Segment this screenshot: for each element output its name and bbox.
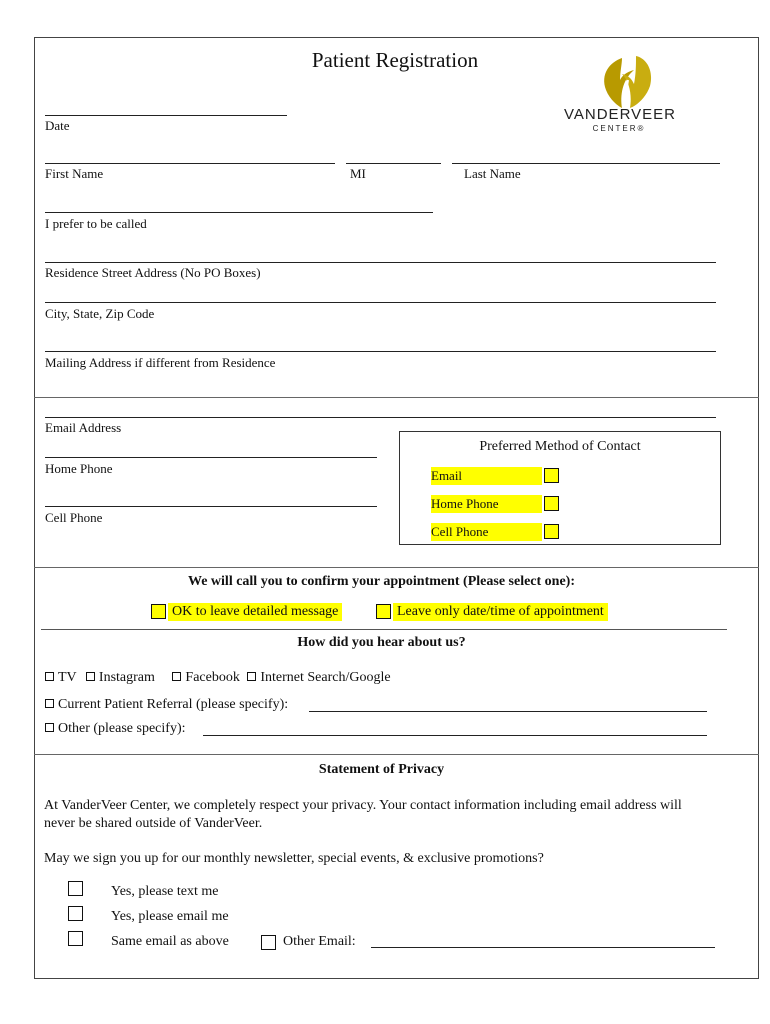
- tv-checkbox[interactable]: [45, 672, 54, 681]
- detailed-message-checkbox[interactable]: [151, 604, 166, 619]
- instagram-checkbox[interactable]: [86, 672, 95, 681]
- tv-label: TV: [58, 670, 77, 685]
- email-label: Email Address: [45, 420, 122, 435]
- vanderveer-leaf-icon: [592, 50, 682, 110]
- source-tv[interactable]: [45, 670, 76, 685]
- mi-label: MI: [350, 166, 366, 181]
- form-title: Patient Registration: [311, 48, 479, 72]
- date-label: Date: [45, 118, 70, 133]
- cell-phone-field[interactable]: [45, 506, 377, 507]
- contact-option-cell-phone: Cell Phone: [431, 523, 542, 541]
- contact-option-home-phone: Home Phone: [431, 495, 542, 513]
- source-facebook[interactable]: [172, 670, 239, 685]
- same-email-label: Same email as above: [111, 934, 229, 949]
- detailed-message-option: OK to leave detailed message: [168, 603, 342, 621]
- contact-cell-phone-checkbox[interactable]: [544, 524, 559, 539]
- section-divider: [34, 754, 759, 755]
- privacy-statement: At VanderVeer Center, we completely respect your privacy. Your contact information including email address will never be shared outside of VanderVeer.: [44, 798, 682, 831]
- other-source-row: [45, 721, 186, 737]
- referral-row: [45, 697, 288, 713]
- date-field[interactable]: [45, 115, 287, 116]
- other-email-field[interactable]: [371, 947, 715, 948]
- internet-search-checkbox[interactable]: [247, 672, 256, 681]
- same-email-checkbox[interactable]: [68, 931, 83, 946]
- text-me-label: Yes, please text me: [111, 884, 219, 899]
- preferred-contact-title: Preferred Method of Contact: [479, 439, 641, 454]
- date-only-option: Leave only date/time of appointment: [393, 603, 608, 621]
- preferred-name-field[interactable]: [45, 212, 433, 213]
- mi-field[interactable]: [346, 163, 441, 164]
- cell-phone-label: Cell Phone: [45, 510, 103, 525]
- referral-label: Current Patient Referral (please specify):: [58, 697, 289, 712]
- contact-home-phone-checkbox[interactable]: [544, 496, 559, 511]
- home-phone-field[interactable]: [45, 457, 377, 458]
- referral-checkbox[interactable]: [45, 699, 54, 708]
- contact-email-checkbox[interactable]: [544, 468, 559, 483]
- city-state-zip-field[interactable]: [45, 302, 716, 303]
- mailing-address-field[interactable]: [45, 351, 716, 352]
- logo-name: VANDERVEER: [564, 106, 676, 123]
- last-name-field[interactable]: [452, 163, 720, 164]
- other-email-label: Other Email:: [283, 934, 356, 949]
- facebook-label: Facebook: [185, 670, 240, 685]
- other-source-label: Other (please specify):: [58, 721, 186, 736]
- first-name-field[interactable]: [45, 163, 335, 164]
- instagram-label: Instagram: [98, 670, 155, 685]
- appointment-heading: We will call you to confirm your appointment (Please select one):: [187, 574, 576, 589]
- section-divider: [34, 567, 759, 568]
- other-email-checkbox[interactable]: [261, 935, 276, 950]
- date-only-checkbox[interactable]: [376, 604, 391, 619]
- facebook-checkbox[interactable]: [172, 672, 181, 681]
- street-address-label: Residence Street Address (No PO Boxes): [45, 265, 261, 280]
- privacy-heading: Statement of Privacy: [318, 762, 445, 777]
- email-me-checkbox[interactable]: [68, 906, 83, 921]
- preferred-name-label: I prefer to be called: [45, 216, 147, 231]
- appointment-divider: [41, 629, 727, 630]
- text-me-checkbox[interactable]: [68, 881, 83, 896]
- mailing-address-label: Mailing Address if different from Residence: [45, 355, 276, 370]
- first-name-label: First Name: [45, 166, 104, 181]
- source-instagram[interactable]: [86, 670, 155, 685]
- source-internet-search[interactable]: [247, 670, 390, 685]
- city-state-zip-label: City, State, Zip Code: [45, 306, 155, 321]
- section-divider: [34, 397, 759, 398]
- internet-search-label: Internet Search/Google: [260, 670, 391, 685]
- vanderveer-logo: [564, 50, 682, 140]
- street-address-field[interactable]: [45, 262, 716, 263]
- referral-field[interactable]: [309, 711, 707, 712]
- newsletter-question: May we sign you up for our monthly newsletter, special events, & exclusive promotions?: [44, 851, 544, 866]
- source-options: [45, 670, 391, 686]
- home-phone-label: Home Phone: [45, 461, 113, 476]
- logo-sub: CENTER®: [592, 124, 646, 133]
- contact-option-email: Email: [431, 467, 542, 485]
- last-name-label: Last Name: [464, 166, 521, 181]
- hear-about-heading: How did you hear about us?: [297, 635, 466, 650]
- other-source-checkbox[interactable]: [45, 723, 54, 732]
- email-me-label: Yes, please email me: [111, 909, 229, 924]
- email-field[interactable]: [45, 417, 716, 418]
- other-source-field[interactable]: [203, 735, 707, 736]
